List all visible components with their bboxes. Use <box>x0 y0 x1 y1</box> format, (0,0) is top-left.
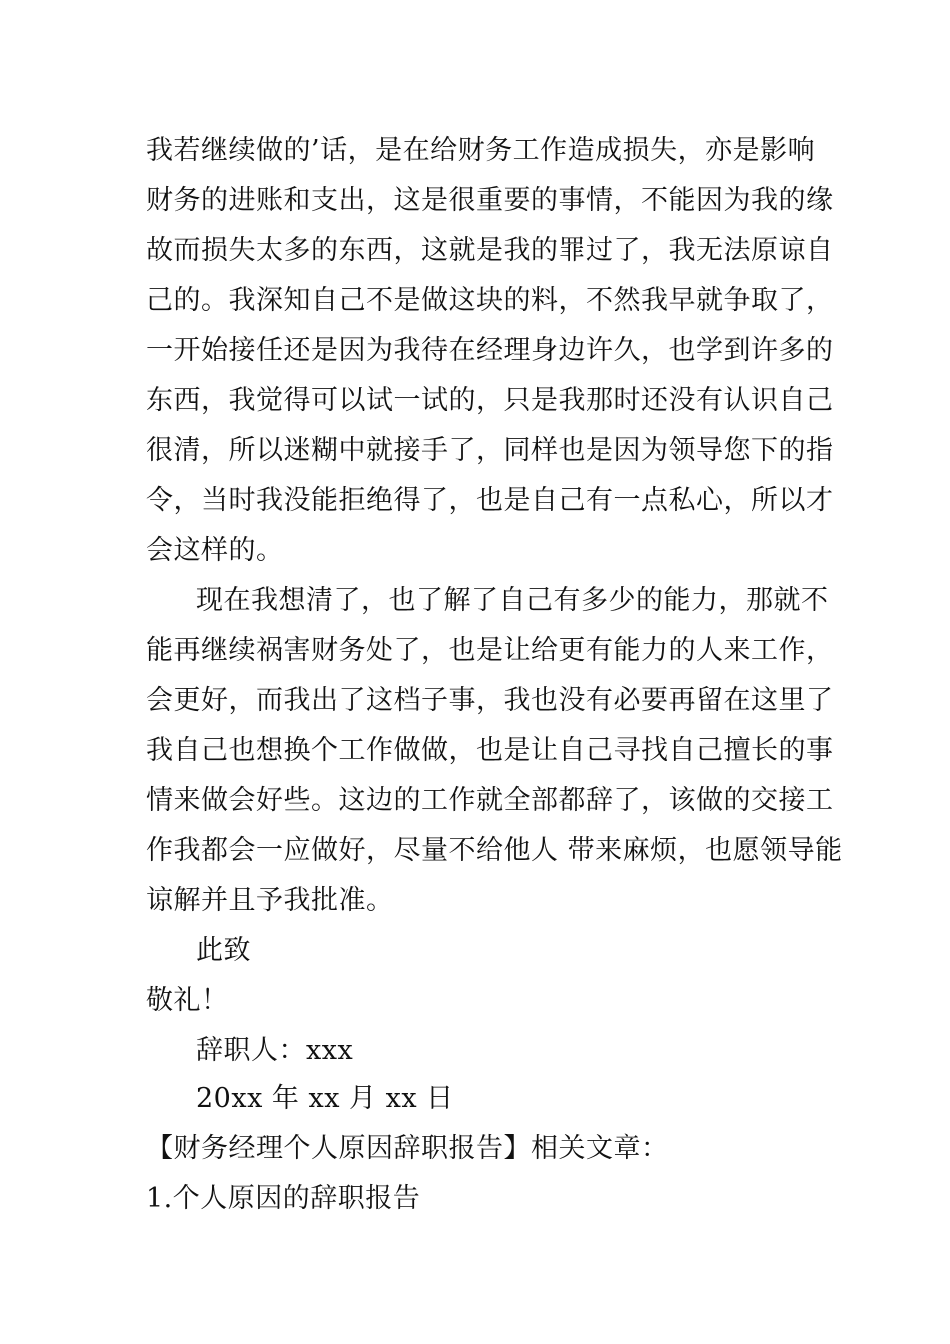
paragraph-1-line-6: 东西，我觉得可以试一试的，只是我那时还没有认识自己 <box>146 385 834 416</box>
paragraph-1-line-4: 己的。我深知自己不是做这块的料，不然我早就争取了， <box>146 285 834 316</box>
paragraph-1-line-9: 会这样的。 <box>146 535 284 566</box>
paragraph-1-line-1: 我若继续做的’话，是在给财务工作造成损失，亦是影响 <box>146 135 816 166</box>
signature-date: 20xx 年 xx 月 xx 日 <box>196 1083 454 1114</box>
closing-salutation: 此致 <box>196 935 251 966</box>
paragraph-2-line-2: 能再继续祸害财务处了，也是让给更有能力的人来工作， <box>146 635 834 666</box>
paragraph-2-line-5: 情来做会好些。这边的工作就全部都辞了，该做的交接工 <box>146 785 834 816</box>
paragraph-2-line-3: 会更好，而我出了这档子事，我也没有必要再留在这里了 <box>146 685 834 716</box>
paragraph-1-line-5: 一开始接任还是因为我待在经理身边许久，也学到许多的 <box>146 335 834 366</box>
paragraph-2-line-7: 谅解并且予我批准。 <box>146 885 394 916</box>
signer-name: 辞职人：xxx <box>196 1035 354 1066</box>
paragraph-1-line-7: 很清，所以迷糊中就接手了，同样也是因为领导您下的指 <box>146 435 834 466</box>
closing-respect: 敬礼！ <box>146 985 229 1016</box>
paragraph-1-line-2: 财务的进账和支出，这是很重要的事情，不能因为我的缘 <box>146 185 834 216</box>
paragraph-1-line-8: 令，当时我没能拒绝得了，也是自己有一点私心，所以才 <box>146 485 834 516</box>
paragraph-2-line-4: 我自己也想换个工作做做，也是让自己寻找自己擅长的事 <box>146 735 834 766</box>
paragraph-2-line-1: 现在我想清了，也了解了自己有多少的能力，那就不 <box>196 585 829 616</box>
related-articles-heading: 【财务经理个人原因辞职报告】相关文章： <box>146 1133 669 1164</box>
paragraph-1-line-3: 故而损失太多的东西，这就是我的罪过了，我无法原谅自 <box>146 235 834 266</box>
paragraph-2-line-6: 作我都会一应做好，尽量不给他人 带来麻烦，也愿领导能 <box>146 835 843 866</box>
related-article-link-1[interactable]: 1.个人原因的辞职报告 <box>146 1183 421 1214</box>
